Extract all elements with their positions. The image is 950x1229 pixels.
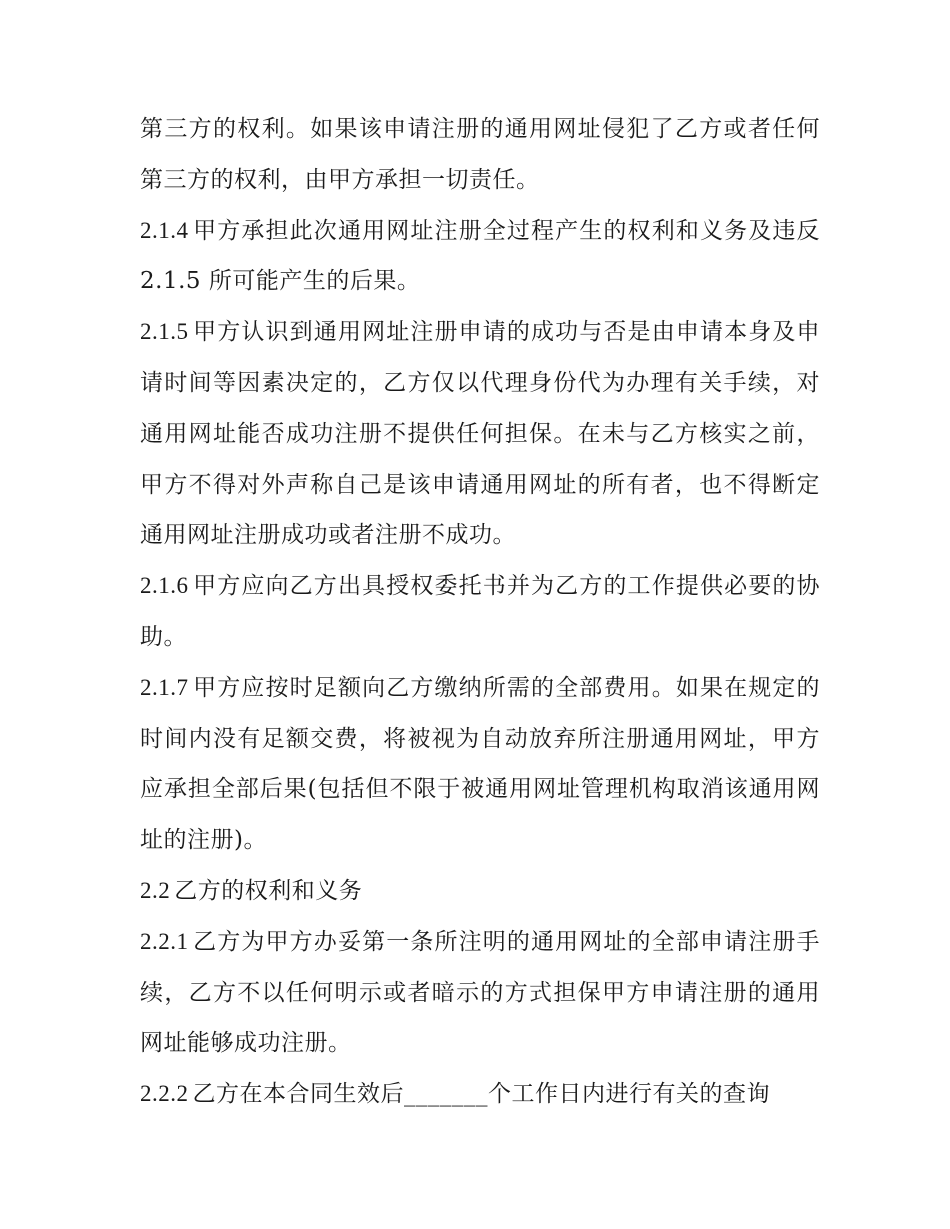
clause-number: 2.1.5 <box>140 319 189 345</box>
clause-number: 2.1.4 <box>140 217 189 243</box>
clause-text: 甲方应向乙方出具授权委托书并为乙方的工作提供必要的协助。 <box>140 573 820 650</box>
clause-number: 2.2 <box>140 877 171 903</box>
clause-2-1-7 <box>140 663 820 866</box>
clause-text: 甲方承担此次通用网址注册全过程产生的权利和义务及违反 2.1.5 所可能产生的后果。 <box>140 217 820 295</box>
clause-text: 甲方应按时足额向乙方缴纳所需的全部费用。如果在规定的时间内没有足额交费，将被视为自动放弃所注册通用网址，甲方应承担全部后果(包括但不限于被通用网址管理机构取消该通用网址的注册)。 <box>140 674 820 854</box>
clause-number: 2.2.2 <box>140 1081 189 1107</box>
clause-number: 2.1.6 <box>140 573 189 599</box>
clause-text: 乙方在本合同生效后_______个工作日内进行有关的查询 <box>192 1081 770 1108</box>
paragraph-continuation: 第三方的权利。如果该申请注册的通用网址侵犯了乙方或者任何第三方的权利，由甲方承担一切责任。 <box>140 116 820 193</box>
clause-number: 2.2.1 <box>140 928 189 954</box>
clause-text: 甲方认识到通用网址注册申请的成功与否是由申请本身及申请时间等因素决定的，乙方仅以代理身份代为办理有关手续，对通用网址能否成功注册不提供任何担保。在未与乙方核实之前，甲方不得对外声称自己是该申请通用网址的所有者，也不得断定通用网址注册成功或者注册不成功。 <box>140 319 820 549</box>
clause-number: 2.1.7 <box>140 674 189 700</box>
clause-2-1-5 <box>140 307 820 561</box>
clause-2-2-2 <box>140 1069 820 1120</box>
section-heading-2-2 <box>140 866 820 917</box>
clause-2-1-4 <box>140 206 820 308</box>
clause-text: 乙方为甲方办妥第一条所注明的通用网址的全部申请注册手续，乙方不以任何明示或者暗示的方式担保甲方申请注册的通用网址能够成功注册。 <box>140 928 820 1057</box>
clause-2-2-1 <box>140 917 820 1069</box>
clause-2-1-6 <box>140 561 820 663</box>
clause-text: 乙方的权利和义务 <box>174 877 363 904</box>
document-page <box>140 104 820 1120</box>
